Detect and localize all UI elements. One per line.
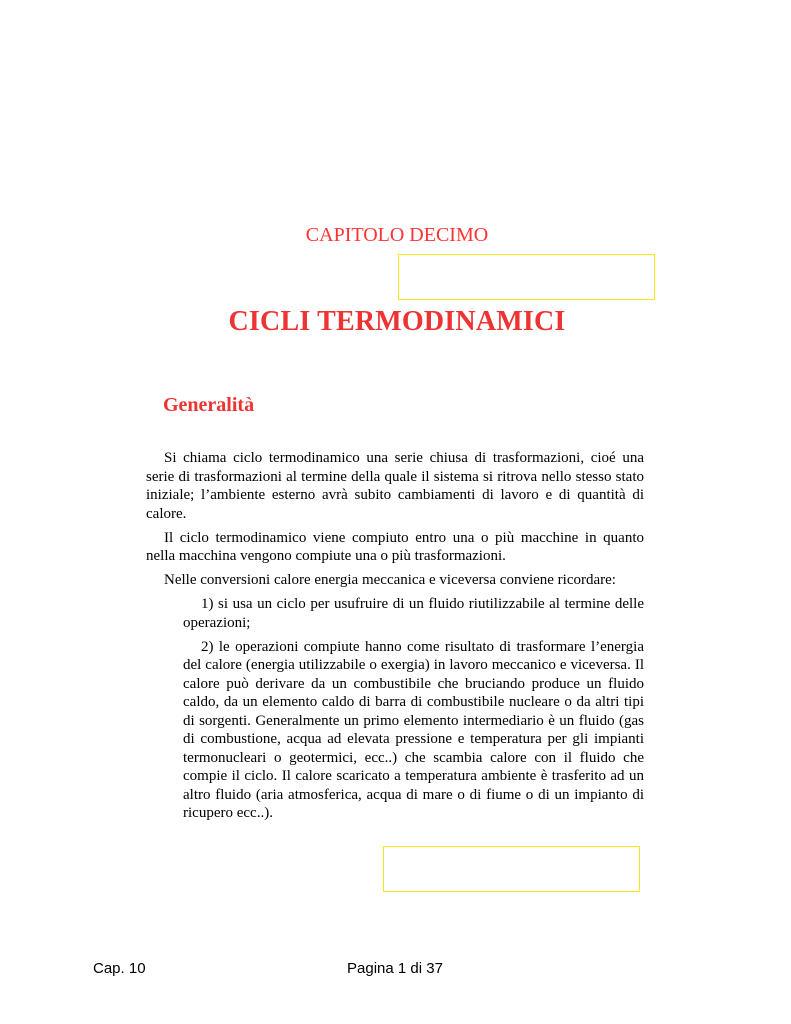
section-heading: Generalità xyxy=(163,394,255,416)
list-item: 2) le operazioni compiute hanno come risultato di trasformare l’energia del calore (energia utilizzabile o exergia) in lavoro meccanico e viceversa. Il calore può derivare da un combustibile che bruciando produce un fluido caldo, da un elemento caldo di barra di combustibile nucleare o da altri tipi di sorgenti. Generalmente un primo elemento intermediario è un fluido (gas di combustione, acqua ad elevata pressione e temperatura per gli impianti termonucleari o geotermici, ecc..) che scambia calore con il fluido che compie il ciclo. Il calore scaricato a temperatura ambiente è trasferito ad un altro fluido (aria atmosferica, acqua di mare o di fiume o di un impianto di ricupero ecc..). xyxy=(183,638,644,821)
list-item: 1) si usa un ciclo per usufruire di un fluido riutilizzabile al termine delle operazioni; xyxy=(183,596,644,631)
empty-field-box xyxy=(398,254,655,300)
paragraph: Il ciclo termodinamico viene compiuto entro una o più macchine in quanto nella macchina vengono compiute una o più trasformazioni. xyxy=(146,529,644,564)
paragraph: Nelle conversioni calore energia meccanica e viceversa conviene ricordare: xyxy=(164,572,616,588)
chapter-label: CAPITOLO DECIMO xyxy=(305,224,489,246)
paragraph: Si chiama ciclo termodinamico una serie chiusa di trasformazioni, cioé una serie di trasformazioni al termine della quale il sistema si ritrova nello stesso stato iniziale; l’ambiente esterno avrà subito cambiamenti di lavoro e di quantità di calore. xyxy=(146,450,644,522)
page-title: CICLI TERMODINAMICI xyxy=(228,306,566,337)
empty-field-box xyxy=(383,846,640,892)
footer-chapter: Cap. 10 xyxy=(93,960,146,977)
footer-page-number: Pagina 1 di 37 xyxy=(347,960,443,977)
body-text xyxy=(146,449,644,828)
